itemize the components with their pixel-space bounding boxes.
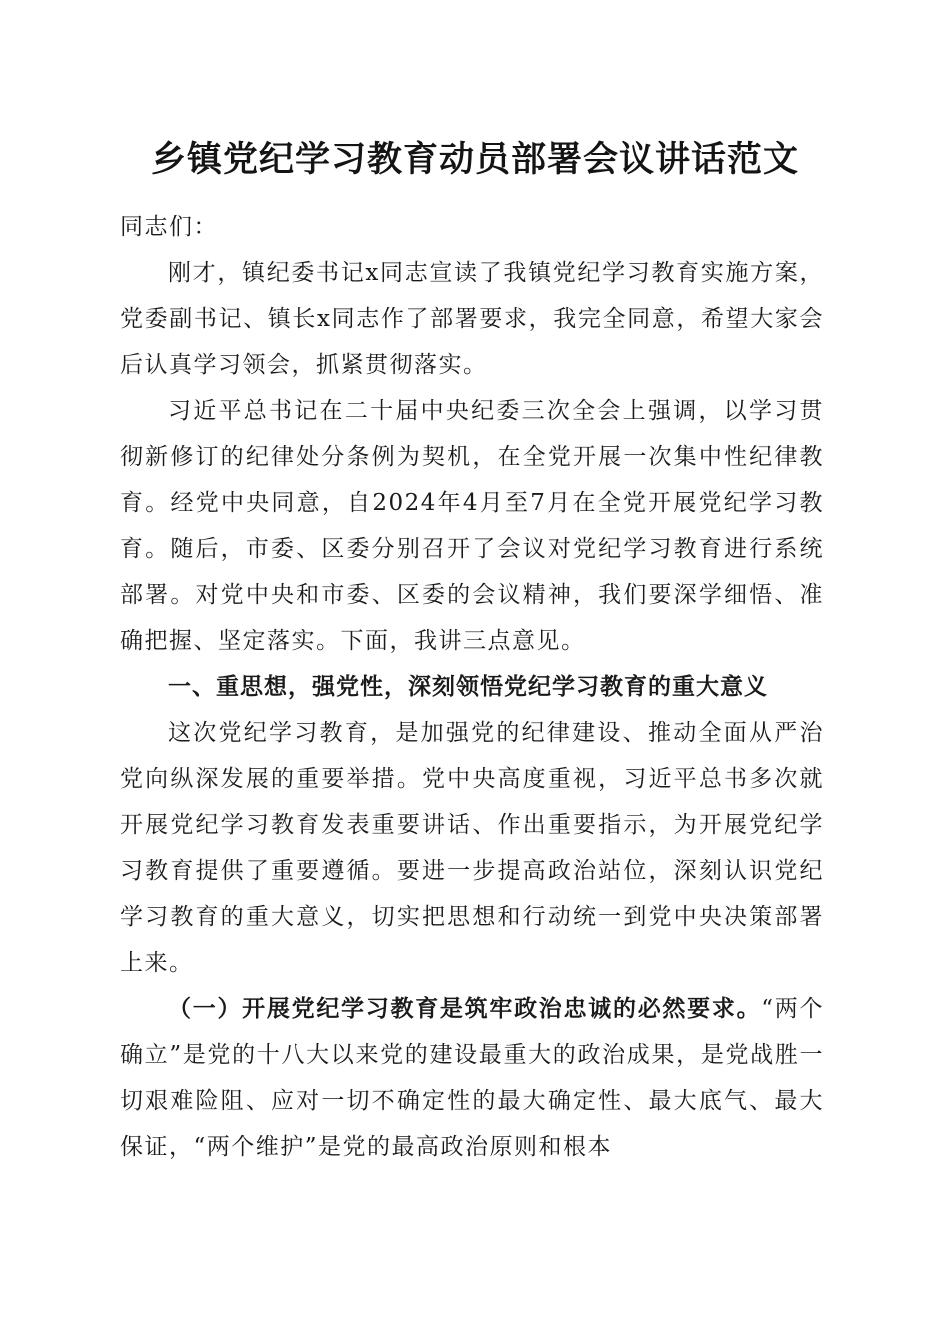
subsection-paragraph-1 <box>120 986 824 1170</box>
paragraph-background: 习近平总书记在二十届中央纪委三次全会上强调，以学习贯彻新修订的纪律处分条例为契机，在全党开展一次集中性纪律教育。经党中央同意，自2024年4月至7月在全党开展党纪学习教育。随后，市委、区委分别召开了会议对党纪学习教育进行系统部署。对党中央和市委、区委的会议精神，我们要深学细悟、准确把握、坚定落实。下面，我讲三点意见。 <box>120 398 824 654</box>
document-body <box>120 204 824 1170</box>
paragraph-significance: 这次党纪学习教育，是加强党的纪律建设、推动全面从严治党向纵深发展的重要举措。党中央高度重视，习近平总书多次就开展党纪学习教育发表重要讲话、作出重要指示，为开展党纪学习教育提供了重要遵循。要进一步提高政治站位，深刻认识党纪学习教育的重大意义，切实把思想和行动统一到党中央决策部署上来。 <box>120 720 824 976</box>
paragraph-opening: 刚才，镇纪委书记x同志宣读了我镇党纪学习教育实施方案，党委副书记、镇长x同志作了部署要求，我完全同意，希望大家会后认真学习领会，抓紧贯彻落实。 <box>120 260 824 378</box>
document-title: 乡镇党纪学习教育动员部署会议讲话范文 <box>150 139 799 180</box>
subsection-text-1: “两个确立”是党的十八大以来党的建设最重大的政治成果，是党战胜一切艰难险阻、应对一切不确定性的最大确定性、最大底气、最大保证，“两个维护”是党的最高政治原则和根本 <box>120 996 824 1160</box>
section-heading-1: 一、重思想，强党性，深刻领悟党纪学习教育的重大意义 <box>168 674 768 700</box>
salutation: 同志们： <box>120 214 218 240</box>
subsection-heading-1: （一）开展党纪学习教育是筑牢政治忠诚的必然要求。 <box>168 995 762 1022</box>
